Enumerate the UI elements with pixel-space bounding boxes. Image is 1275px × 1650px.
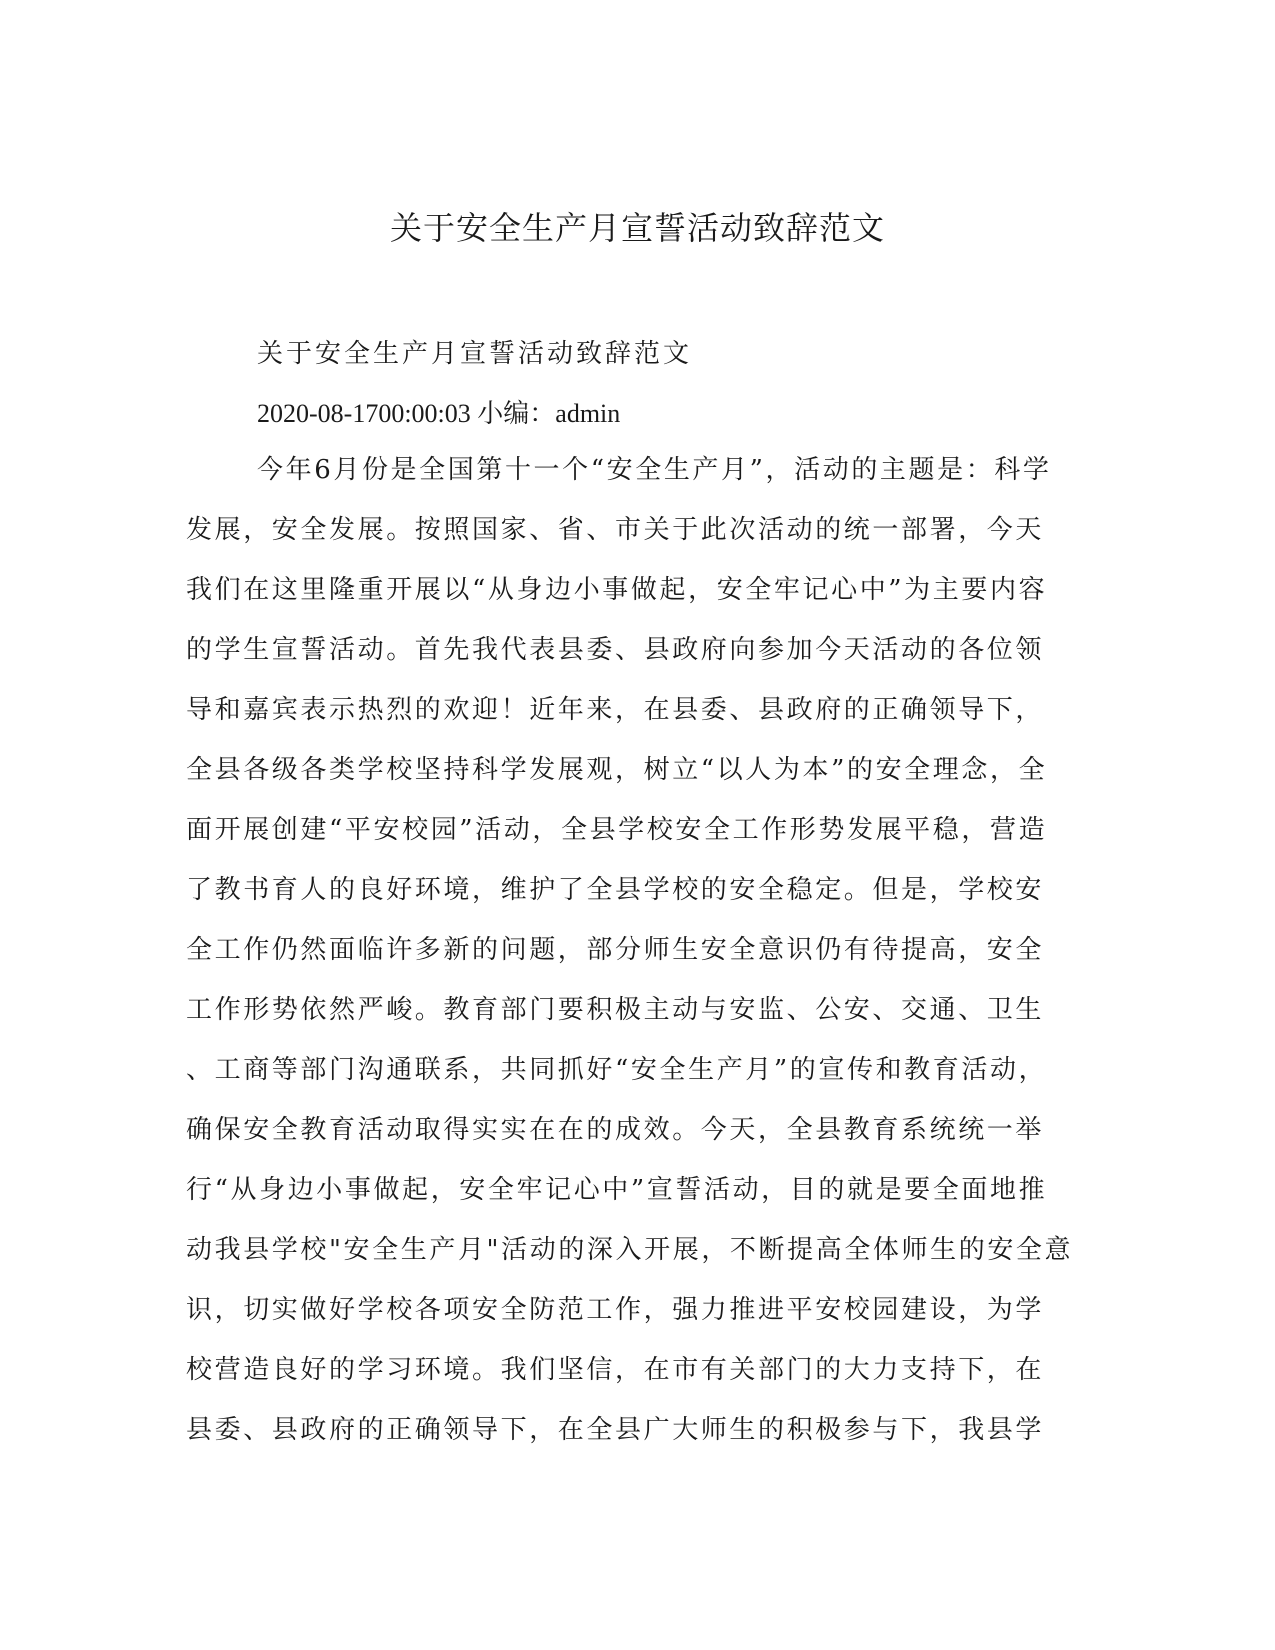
author-label: 小编： — [477, 399, 556, 429]
article-subtitle: 关于安全生产月宣誓活动致辞范文 — [257, 339, 693, 369]
document-title: 关于安全生产月宣誓活动致辞范文 — [389, 209, 885, 247]
body-line: 行“从身边小事做起，安全牢记心中”宣誓活动，目的就是要全面地推 — [186, 1175, 1048, 1205]
body-line: 今年6月份是全国第十一个“安全生产月”，活动的主题是：科学 — [257, 455, 1052, 485]
article-meta — [257, 396, 620, 432]
author-name: admin — [555, 399, 621, 428]
body-line: 县委、县政府的正确领导下，在全县广大师生的积极参与下，我县学 — [186, 1415, 1045, 1445]
body-line: 全工作仍然面临许多新的问题，部分师生安全意识仍有待提高，安全 — [186, 935, 1045, 965]
body-line: 面开展创建“平安校园”活动，全县学校安全工作形势发展平稳，营造 — [186, 815, 1048, 845]
body-line: 了教书育人的良好环境，维护了全县学校的安全稳定。但是，学校安 — [186, 875, 1045, 905]
body-line: 工作形势依然严峻。教育部门要积极主动与安监、公安、交通、卫生 — [186, 995, 1045, 1025]
body-line: 导和嘉宾表示热烈的欢迎！近年来，在县委、县政府的正确领导下， — [186, 695, 1045, 725]
body-line: 确保安全教育活动取得实实在在的成效。今天，全县教育系统统一举 — [186, 1115, 1045, 1145]
body-line: 、工商等部门沟通联系，共同抓好“安全生产月”的宣传和教育活动， — [186, 1055, 1048, 1085]
body-line: 发展，安全发展。按照国家、省、市关于此次活动的统一部署，今天 — [186, 515, 1045, 545]
body-line: 动我县学校"安全生产月"活动的深入开展，不断提高全体师生的安全意 — [186, 1235, 1074, 1265]
body-line: 识，切实做好学校各项安全防范工作，强力推进平安校园建设，为学 — [186, 1295, 1045, 1325]
publish-datetime: 2020-08-1700:00:03 — [257, 399, 471, 428]
body-line: 全县各级各类学校坚持科学发展观，树立“以人为本”的安全理念，全 — [186, 755, 1048, 785]
body-line: 的学生宣誓活动。首先我代表县委、县政府向参加今天活动的各位领 — [186, 635, 1045, 665]
body-line: 校营造良好的学习环境。我们坚信，在市有关部门的大力支持下，在 — [186, 1355, 1045, 1385]
body-line: 我们在这里隆重开展以“从身边小事做起，安全牢记心中”为主要内容 — [186, 575, 1048, 605]
article-body — [186, 452, 1086, 1472]
